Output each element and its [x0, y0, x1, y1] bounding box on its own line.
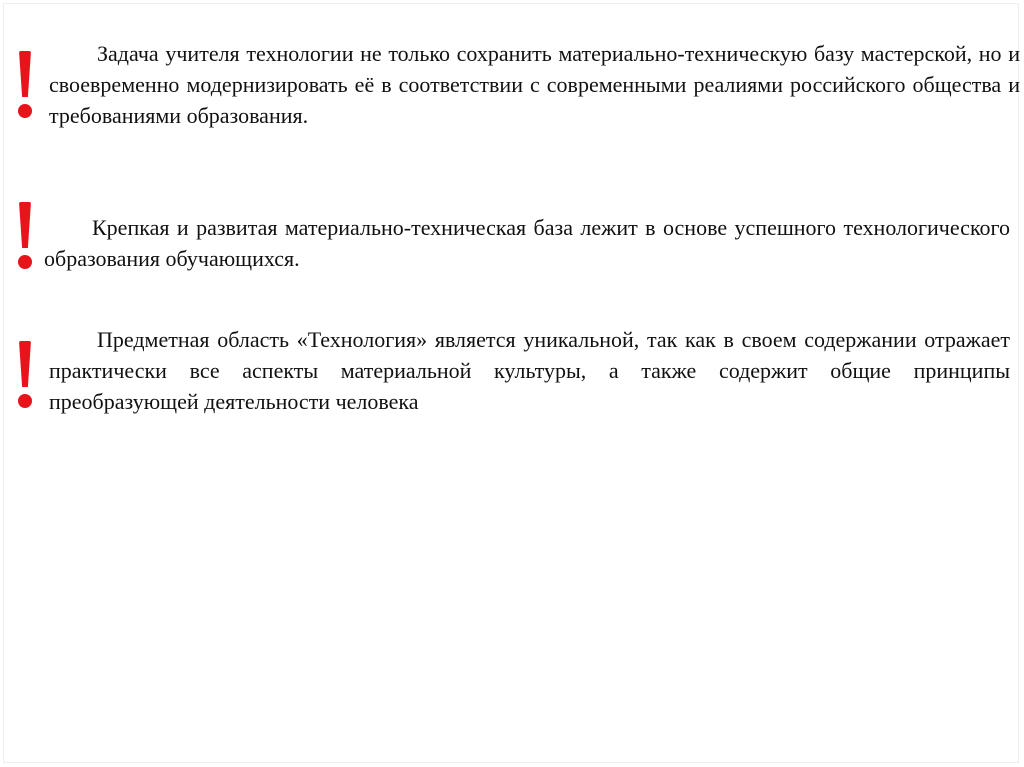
slide — [3, 3, 1019, 763]
exclamation-dot — [18, 394, 32, 408]
exclamation-icon — [14, 51, 36, 121]
exclamation-bar — [19, 202, 31, 248]
exclamation-dot — [18, 104, 32, 118]
paragraph-material-base: Крепкая и развитая материально-техническая база лежит в основе успешного технологического образования обучающихся. — [44, 215, 1010, 271]
exclamation-bar — [19, 51, 31, 97]
exclamation-bar — [19, 341, 31, 387]
paragraph-teacher-task: Задача учителя технологии не только сохранить материально-техническую базу мастерской, но и своевременно модернизировать её в соответствии с современными реалиями российского общества и требованиями образования. — [49, 41, 1020, 128]
exclamation-icon — [14, 341, 36, 411]
exclamation-icon — [14, 202, 36, 272]
paragraph-subject-area: Предметная область «Технология» является уникальной, так как в своем содержании отражает практически все аспекты материальной культуры, а также содержит общие принципы преобразующей деятельности человека — [49, 327, 1010, 414]
exclamation-dot — [18, 255, 32, 269]
